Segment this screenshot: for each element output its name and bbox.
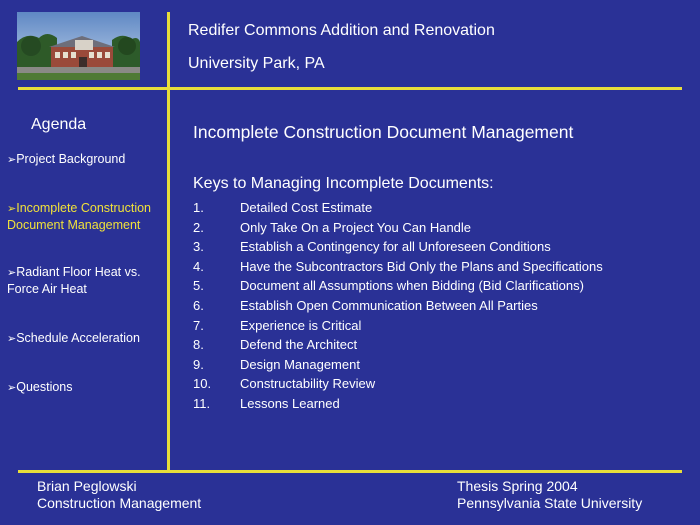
- list-item-number: 8.: [193, 337, 204, 353]
- list-item: [193, 355, 603, 375]
- list-item: [193, 394, 603, 414]
- agenda-item-radiant-floor-heat[interactable]: [7, 264, 167, 297]
- keys-heading: Keys to Managing Incomplete Documents:: [193, 175, 494, 192]
- list-item: [193, 374, 603, 394]
- agenda-item-label: Incomplete Construction Document Management: [7, 201, 152, 232]
- agenda-item-schedule-acceleration[interactable]: [7, 330, 167, 347]
- list-item-text: Design Management: [240, 356, 360, 372]
- arrow-bullet-icon: ➢: [7, 203, 17, 215]
- list-item: [193, 237, 603, 257]
- list-item-text: Constructability Review: [240, 376, 376, 392]
- agenda-item-label: Schedule Acceleration: [16, 331, 140, 345]
- list-item-text: Lessons Learned: [240, 395, 340, 411]
- agenda-item-project-background[interactable]: [7, 151, 167, 168]
- footer-course-block: [457, 478, 642, 512]
- footer-author: Brian Peglowski: [37, 478, 137, 494]
- agenda-item-label: Radiant Floor Heat vs. Force Air Heat: [7, 265, 141, 296]
- list-item-number: 4.: [193, 258, 204, 274]
- list-item: [193, 257, 603, 277]
- footer-program: Construction Management: [37, 495, 202, 511]
- arrow-bullet-icon: ➢: [7, 333, 17, 345]
- footer-university: Pennsylvania State University: [457, 495, 643, 511]
- agenda-item-label: Questions: [16, 380, 73, 394]
- list-item-text: Have the Subcontractors Bid Only the Plans and Specifications: [240, 258, 603, 274]
- list-item: [193, 198, 603, 218]
- presentation-title: Redifer Commons Addition and Renovation: [188, 22, 495, 39]
- list-item-text: Establish a Contingency for all Unforeseen Conditions: [240, 239, 551, 255]
- footer-author-block: [37, 478, 201, 512]
- agenda-item-incomplete-documents[interactable]: [7, 200, 167, 233]
- list-item: [193, 335, 603, 355]
- list-item-text: Experience is Critical: [240, 317, 362, 333]
- list-item: [193, 316, 603, 336]
- arrow-bullet-icon: ➢: [7, 154, 17, 166]
- bottom-divider-line: [18, 470, 682, 473]
- list-item-number: 9.: [193, 356, 204, 372]
- agenda-item-questions[interactable]: [7, 379, 167, 396]
- list-item-number: 1.: [193, 200, 204, 215]
- list-item-text: Establish Open Communication Between All Parties: [240, 297, 538, 313]
- top-divider-line: [18, 87, 682, 90]
- project-location: University Park, PA: [188, 55, 325, 72]
- agenda-item-label: Project Background: [16, 152, 126, 166]
- vertical-divider-line: [167, 12, 170, 472]
- arrow-bullet-icon: ➢: [7, 267, 17, 279]
- list-item-number: 5.: [193, 278, 204, 294]
- footer-course: Thesis Spring 2004: [457, 478, 578, 494]
- list-item: [193, 276, 603, 296]
- list-item: [193, 296, 603, 316]
- list-item-number: 7.: [193, 317, 204, 333]
- list-item-text: Document all Assumptions when Bidding (Bid Clarifications): [240, 278, 584, 294]
- slide-title: Incomplete Construction Document Management: [193, 122, 574, 142]
- list-item-text: Detailed Cost Estimate: [240, 200, 373, 215]
- list-item-text: Defend the Architect: [240, 337, 358, 353]
- list-item-number: 3.: [193, 239, 204, 255]
- building-photo: [17, 12, 140, 80]
- arrow-bullet-icon: ➢: [7, 382, 17, 394]
- list-item-text: Only Take On a Project You Can Handle: [240, 219, 472, 235]
- list-item-number: 2.: [193, 219, 204, 235]
- list-item-number: 6.: [193, 297, 204, 313]
- list-item-number: 10.: [193, 376, 212, 392]
- agenda-heading: Agenda: [31, 116, 87, 133]
- keys-list: [193, 198, 603, 414]
- list-item: [193, 218, 603, 238]
- list-item-number: 11.: [193, 395, 211, 411]
